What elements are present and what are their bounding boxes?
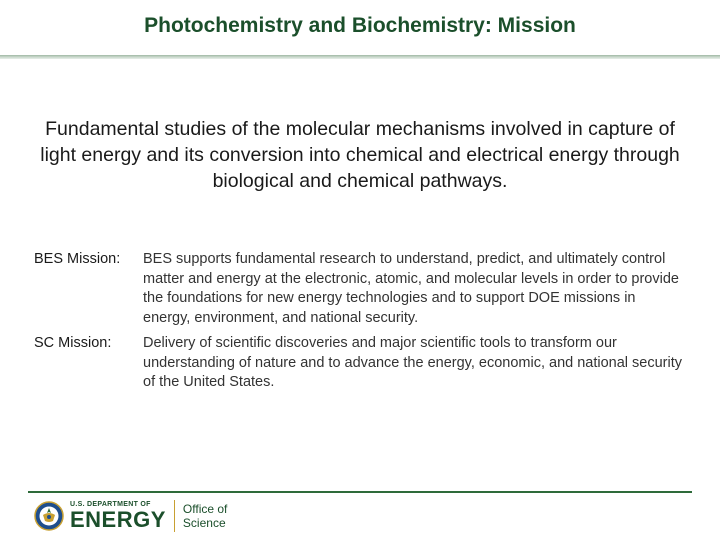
doe-department-text: U.S. DEPARTMENT OF — [70, 501, 151, 508]
office-line-1: Office of — [182, 502, 228, 516]
doe-seal-icon — [34, 501, 64, 531]
bes-mission-text: BES supports fundamental research to understand, predict, and ultimately control matter and energy at the electronic, atomic, and molecular levels in order to provide the foundations for new energy technologies and to support DOE missions in energy, environment, and national security. — [143, 251, 679, 326]
logo-divider — [174, 500, 175, 532]
bes-mission-label: BES Mission: — [34, 251, 121, 267]
doe-office-of-science-logo — [34, 496, 227, 536]
footer-divider — [28, 491, 692, 493]
bes-mission-row — [34, 250, 694, 328]
mission-summary: Fundamental studies of the molecular mechanisms involved in capture of light energy and its conversion into chemical and electrical energy through biological and chemical pathways. — [40, 118, 680, 192]
sc-mission-text: Delivery of scientific discoveries and major scientific tools to transform our understanding of nature and to advance the energy, economic, and national security of the United States. — [143, 335, 683, 390]
office-line-2: Science — [182, 516, 226, 530]
title-divider — [0, 55, 720, 59]
sc-mission-row — [34, 334, 694, 393]
sc-mission-label: SC Mission: — [34, 335, 112, 351]
doe-wordmark — [70, 501, 166, 531]
office-of-science-wordmark — [183, 502, 227, 530]
doe-energy-text: ENERGY — [70, 507, 166, 532]
slide-title: Photochemistry and Biochemistry: Mission — [144, 14, 576, 37]
mission-list — [34, 250, 694, 399]
